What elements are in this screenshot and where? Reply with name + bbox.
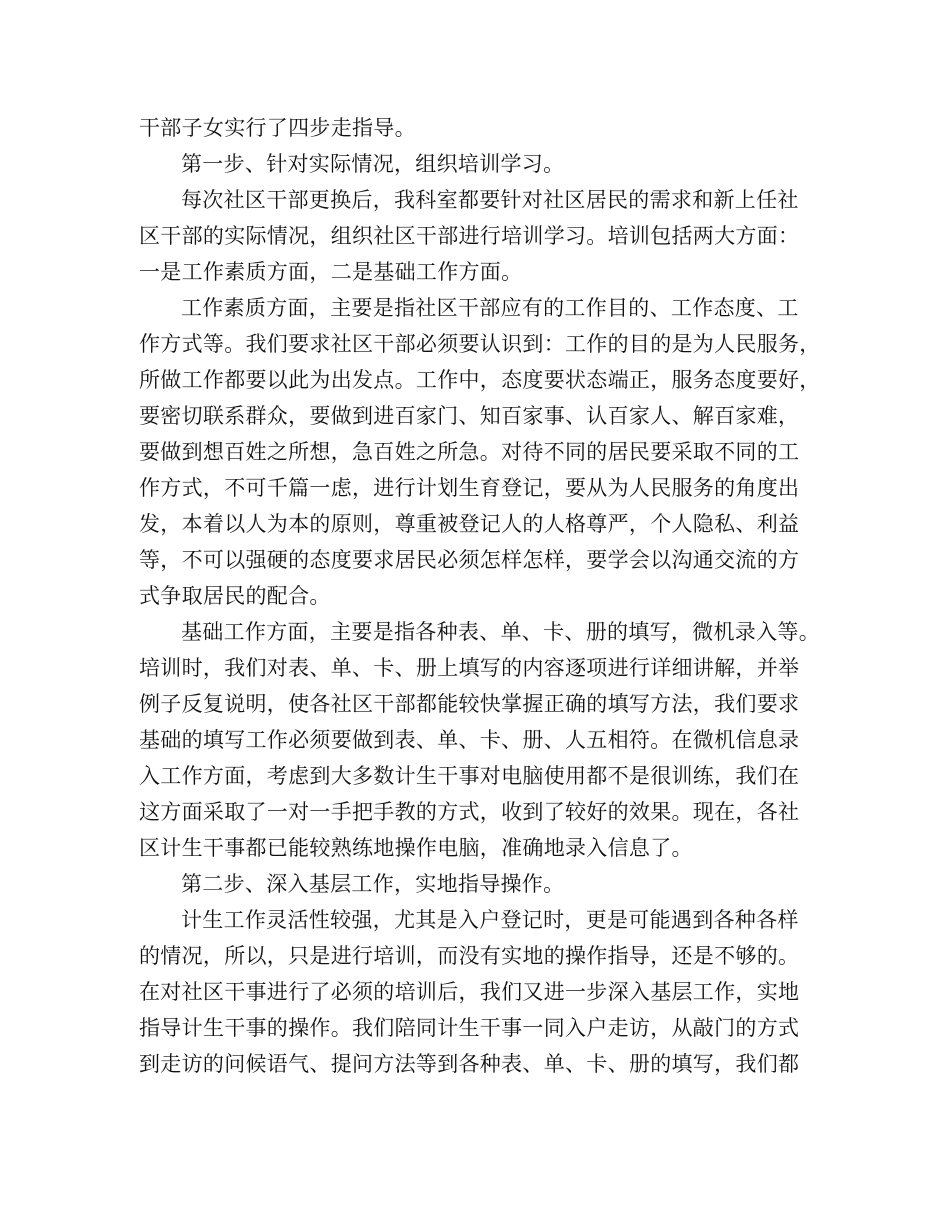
text-line: 这方面采取了一对一手把手教的方式，收到了较好的效果。现在，各社 [139,800,800,824]
text-line: 干部子女实行了四步走指导。 [139,116,416,140]
text-line: 式争取居民的配合。 [139,584,331,608]
text-line: 培训时，我们对表、单、卡、册上填写的内容逐项进行详细讲解，并举 [139,656,800,680]
text-line: 作方式，不可千篇一虑，进行计划生育登记，要从为人民服务的角度出 [139,476,800,500]
text-line: 要密切联系群众，要做到进百家门、知百家事、认百家人、解百家难， [139,404,800,428]
text-line: 例子反复说明，使各社区干部都能较快掌握正确的填写方法，我们要求 [139,692,800,716]
text-line: 入工作方面，考虑到大多数计生干事对电脑使用都不是很训练，我们在 [139,764,800,788]
text-line: 第二步、深入基层工作，实地指导操作。 [181,872,565,896]
text-line: 作方式等。我们要求社区干部必须要认识到：工作的目的是为人民服务， [139,332,821,356]
text-line: 基础工作方面，主要是指各种表、单、卡、册的填写，微机录入等。 [181,620,820,644]
text-line: 第一步、针对实际情况，组织培训学习。 [181,152,565,176]
text-line: 所做工作都要以此为出发点。工作中，态度要状态端正，服务态度要好， [139,368,821,392]
text-line: 等，不可以强硬的态度要求居民必须怎样怎样，要学会以沟通交流的方 [139,548,800,572]
text-line: 发，本着以人为本的原则，尊重被登记人的人格尊严，个人隐私、利益 [139,512,800,536]
text-line: 每次社区干部更换后，我科室都要针对社区居民的需求和新上任社 [181,188,799,212]
text-line: 计生工作灵活性较强，尤其是入户登记时，更是可能遇到各种各样 [181,908,799,932]
text-line: 要做到想百姓之所想，急百姓之所急。对待不同的居民要采取不同的工 [139,440,800,464]
text-line: 的情况，所以，只是进行培训，而没有实地的操作指导，还是不够的。 [139,944,800,968]
text-line: 区干部的实际情况，组织社区干部进行培训学习。培训包括两大方面： [139,224,800,248]
text-line: 一是工作素质方面，二是基础工作方面。 [139,260,523,284]
text-line: 到走访的问候语气、提问方法等到各种表、单、卡、册的填写，我们都 [139,1052,800,1076]
text-line: 指导计生干事的操作。我们陪同计生干事一同入户走访，从敲门的方式 [139,1016,800,1040]
text-line: 区计生干事都已能较熟练地操作电脑，准确地录入信息了。 [139,836,693,860]
text-line: 在对社区干事进行了必须的培训后，我们又进一步深入基层工作，实地 [139,980,800,1004]
text-line: 基础的填写工作必须要做到表、单、卡、册、人五相符。在微机信息录 [139,728,800,752]
text-line: 工作素质方面，主要是指社区干部应有的工作目的、工作态度、工 [181,296,799,320]
document-body [139,110,819,1082]
